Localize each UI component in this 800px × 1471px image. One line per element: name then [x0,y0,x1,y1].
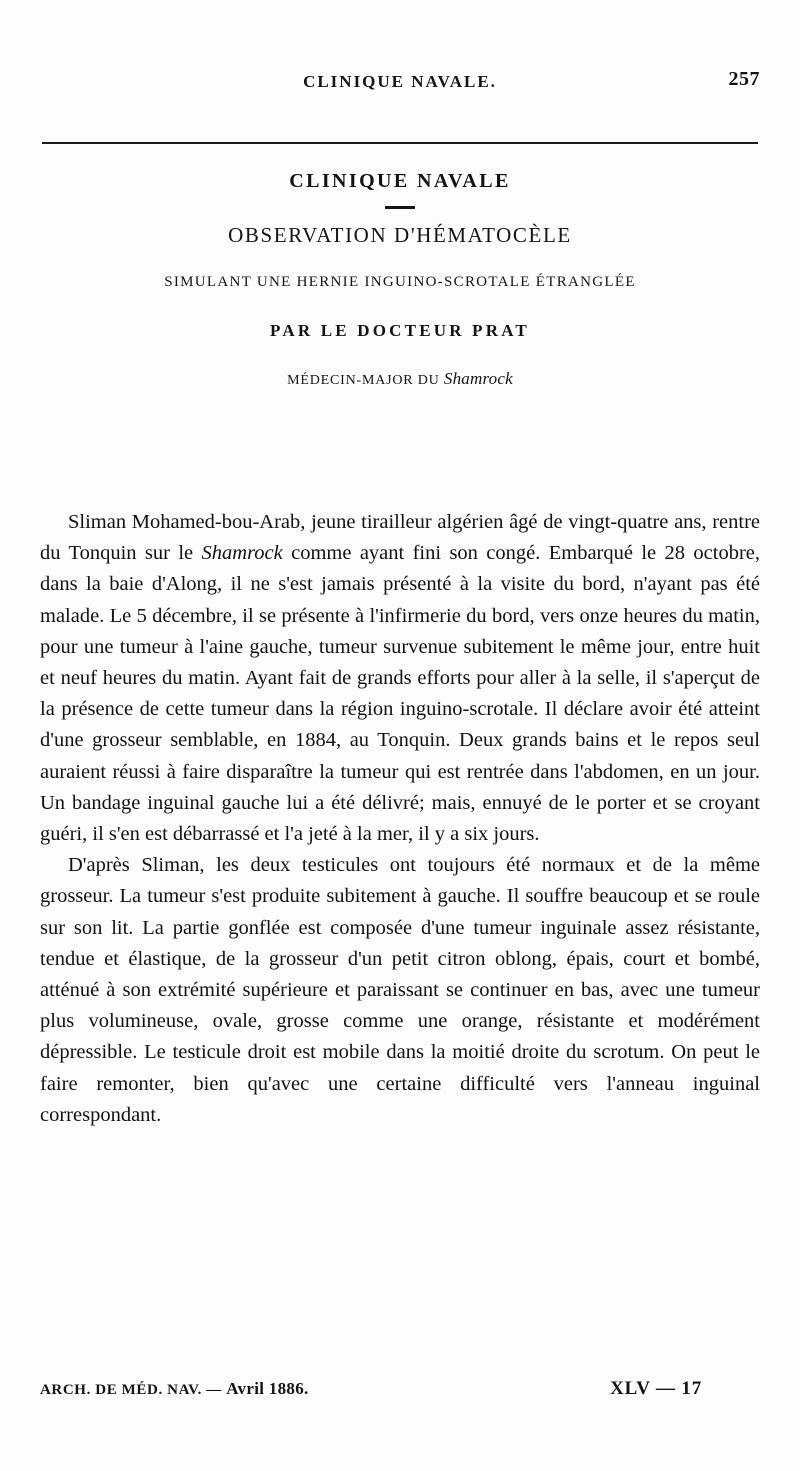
paragraph-2 [40,850,760,1131]
running-head-title: CLINIQUE NAVALE. [303,72,497,91]
author-affiliation [40,369,760,389]
section-title: CLINIQUE NAVALE [289,170,511,192]
affiliation-prefix: MÉDECIN-MAJOR DU [287,373,444,388]
page-number: 257 [728,68,760,90]
header-dash-divider [385,206,415,209]
paragraph-1-text-b: comme ayant fini son congé. Embarqué le 28 octobre, dans la baie d'Along, il ne s'est jamais présenté à la visite du bord, n'ayant pas été malade. Le 5 décembre, il se présente à l'infirmerie du bord, vers onze heures du matin, pour une tumeur à l'aine gauche, tumeur survenue subitement le même jour, entre huit et neuf heures du matin. Ayant fait de grands efforts pour aller à la selle, il s'aperçut de la présence de cette tumeur dans la région inguino-scrotale. Il déclare avoir été atteint d'une grosseur semblable, en 1884, au Tonquin. Deux grands bains et le repos seul auraient réussi à faire disparaître la tumeur qui est rentrée dans l'abdomen, en un jour. Un bandage inguinal gauche lui a été délivré; mais, ennuyé de le porter et se croyant guéri, il s'en est débarrassé et l'a jeté à la mer, il y a six jours. [40,542,760,846]
article-title: OBSERVATION D'HÉMATOCÈLE [228,223,572,247]
article-author: PAR LE DOCTEUR PRAT [270,321,530,340]
paragraph-1-text-a: Sliman Mohamed-bou-Arab, jeune tirailleur algérien âgé de vingt-quatre ans, rentre du Tonquin sur le [40,511,760,565]
ship-name-inline: Shamrock [201,542,283,565]
article-header [40,170,760,389]
affiliation-ship-name: Shamrock [443,369,513,388]
running-head [40,72,760,92]
footer-journal-name: ARCH. DE MÉD. NAV. — [40,1382,227,1398]
footer-journal-line [40,1379,309,1399]
article-body [40,507,760,1131]
paragraph-2-text: D'après Sliman, les deux testicules ont toujours été normaux et de la même grosseur. La tumeur s'est produite subitement à gauche. Il souffre beaucoup et se roule sur son lit. La partie gonflée est composée d'une tumeur inguinale assez résistante, tendue et élastique, de la grosseur d'un petit citron oblong, épais, court et bombé, atténué à son extrémité supérieure et paraissant se continuer en bas, avec une tumeur plus volumineuse, ovale, grosse comme une orange, résistante et modérément dépressible. Le testicule droit est mobile dans la moitié droite du scrotum. On peut le faire remonter, bien qu'avec une certaine difficulté vers l'anneau inguinal correspondant. [40,854,760,1126]
header-rule [42,142,758,144]
page-footer [40,1378,760,1400]
article-subtitle: SIMULANT UNE HERNIE INGUINO-SCROTALE ÉTRANGLÉE [164,274,636,290]
paragraph-1 [40,507,760,850]
page-sheet [40,30,760,1440]
footer-signature: XLV — 17 [610,1378,702,1399]
footer-issue-date: Avril 1886. [226,1379,309,1398]
